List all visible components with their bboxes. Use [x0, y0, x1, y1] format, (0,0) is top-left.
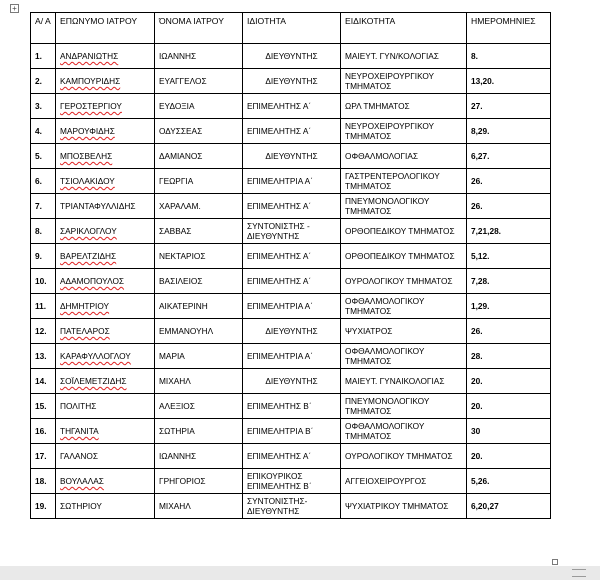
cell-firstname	[155, 194, 243, 219]
cell-num-text: 7.	[35, 201, 42, 211]
cell-num-text: 5.	[35, 151, 42, 161]
cell-dates-text: 13,20.	[471, 76, 495, 86]
cell-specialty-text: ΟΥΡΟΛΟΓΙΚΟΥ ΤΜΗΜΑΤΟΣ	[345, 451, 453, 461]
table-move-handle[interactable]: +	[10, 4, 19, 13]
header-specialty: ΕΙΔΙΚΟΤΗΤΑ	[341, 13, 467, 44]
cell-role	[243, 244, 341, 269]
cell-specialty	[341, 294, 467, 319]
table-row	[31, 419, 551, 444]
cell-specialty	[341, 394, 467, 419]
cell-role	[243, 394, 341, 419]
cell-role	[243, 69, 341, 94]
cell-dates	[467, 144, 551, 169]
cell-surname-text: ΠΟΛΙΤΗΣ	[60, 401, 97, 411]
cell-surname-text: ΒΑΡΕΛΤΖΙΔΗΣ	[60, 251, 117, 261]
cell-specialty-text: ΟΦΘΑΛΜΟΛΟΓΙΑΣ	[345, 151, 419, 161]
cell-role	[243, 169, 341, 194]
cell-num-text: 19.	[35, 501, 47, 511]
cell-num	[31, 219, 56, 244]
cell-specialty-text: ΠΝΕΥΜΟΝΟΛΟΓΙΚΟΥ ΤΜΗΜΑΤΟΣ	[345, 196, 430, 216]
cell-dates	[467, 369, 551, 394]
cell-surname	[56, 394, 155, 419]
cell-specialty	[341, 269, 467, 294]
cell-role-text: ΕΠΙΜΕΛΗΤΗΣ Α΄	[247, 451, 312, 461]
cell-surname-text: ΜΠΟΣΒΕΛΗΣ	[60, 151, 113, 161]
cell-role-text: ΔΙΕΥΘΥΝΤΗΣ	[265, 76, 318, 86]
cell-num-text: 12.	[35, 326, 47, 336]
cell-firstname-text: ΕΜΜΑΝΟΥΗΛ	[159, 326, 214, 336]
cell-firstname-text: ΔΑΜΙΑΝΟΣ	[159, 151, 203, 161]
cell-surname-text: ΑΝΔΡΑΝΙΩΤΗΣ	[60, 51, 119, 61]
cell-num-text: 8.	[35, 226, 42, 236]
cell-specialty-text: ΟΡΘΟΠΕΔΙΚΟΥ ΤΜΗΜΑΤΟΣ	[345, 251, 455, 261]
cell-surname	[56, 219, 155, 244]
cell-surname	[56, 244, 155, 269]
cell-num-text: 6.	[35, 176, 42, 186]
cell-dates	[467, 269, 551, 294]
cell-dates-text: 5,12.	[471, 251, 490, 261]
cell-role-text: ΕΠΙΜΕΛΗΤΗΣ Α΄	[247, 126, 312, 136]
table-row	[31, 144, 551, 169]
cell-num-text: 9.	[35, 251, 42, 261]
cell-firstname	[155, 294, 243, 319]
cell-surname-text: ΤΗΓΑΝΙΤΑ	[60, 426, 99, 436]
cell-role-text: ΕΠΙΜΕΛΗΤΡΙΑ Β΄	[247, 426, 314, 436]
cell-dates-text: 26.	[471, 201, 483, 211]
cell-surname	[56, 444, 155, 469]
cell-specialty	[341, 344, 467, 369]
cell-firstname	[155, 494, 243, 519]
cell-firstname	[155, 369, 243, 394]
cell-surname	[56, 194, 155, 219]
cell-firstname	[155, 244, 243, 269]
cell-role-text: ΕΠΙΜΕΛΗΤΡΙΑ Α΄	[247, 351, 313, 361]
cell-specialty-text: ΨΥΧΙΑΤΡΙΚΟΥ ΤΜΗΜΑΤΟΣ	[345, 501, 449, 511]
cell-num	[31, 269, 56, 294]
cell-dates-text: 20.	[471, 401, 483, 411]
cell-dates-text: 20.	[471, 376, 483, 386]
cell-specialty-text: ΓΑΣΤΡΕΝΤΕΡΟΛΟΓΙΚΟΥ ΤΜΗΜΑΤΟΣ	[345, 171, 440, 191]
cell-role	[243, 444, 341, 469]
cell-dates	[467, 169, 551, 194]
cell-surname-text: ΚΑΜΠΟΥΡΙΔΗΣ	[60, 76, 121, 86]
cell-role-text: ΔΙΕΥΘΥΝΤΗΣ	[265, 151, 318, 161]
cell-role	[243, 219, 341, 244]
cell-dates-text: 5,26.	[471, 476, 490, 486]
cell-num	[31, 369, 56, 394]
table-row	[31, 444, 551, 469]
cell-num	[31, 44, 56, 69]
cell-role-text: ΕΠΙΚΟΥΡΙΚΟΣ ΕΠΙΜΕΛΗΤΗΣ Β΄	[247, 471, 312, 491]
cell-firstname	[155, 469, 243, 494]
cell-surname	[56, 144, 155, 169]
cell-role-text: ΔΙΕΥΘΥΝΤΗΣ	[265, 376, 318, 386]
cell-num	[31, 294, 56, 319]
cell-role	[243, 119, 341, 144]
cell-firstname	[155, 344, 243, 369]
cell-specialty	[341, 69, 467, 94]
cell-dates	[467, 119, 551, 144]
cell-specialty	[341, 94, 467, 119]
cell-dates	[467, 444, 551, 469]
cell-firstname-text: ΝΕΚΤΑΡΙΟΣ	[159, 251, 206, 261]
cell-specialty	[341, 369, 467, 394]
table-row	[31, 394, 551, 419]
cell-specialty-text: ΟΦΘΑΛΜΟΛΟΓΙΚΟΥ ΤΜΗΜΑΤΟΣ	[345, 421, 425, 441]
header-role: ΙΔΙΟΤΗΤΑ	[243, 13, 341, 44]
cell-surname-text: ΓΕΡΟΣΤΕΡΓΙΟΥ	[60, 101, 122, 111]
cell-num	[31, 119, 56, 144]
cell-dates	[467, 69, 551, 94]
cell-firstname-text: ΣΩΤΗΡΙΑ	[159, 426, 195, 436]
cell-dates-text: 7,28.	[471, 276, 490, 286]
cell-num-text: 1.	[35, 51, 42, 61]
cell-surname-text: ΜΑΡΟΥΦΙΔΗΣ	[60, 126, 115, 136]
table-row	[31, 94, 551, 119]
table-row	[31, 194, 551, 219]
cell-num-text: 16.	[35, 426, 47, 436]
cell-specialty-text: ΟΥΡΟΛΟΓΙΚΟΥ ΤΜΗΜΑΤΟΣ	[345, 276, 453, 286]
cell-dates	[467, 94, 551, 119]
cell-role	[243, 269, 341, 294]
cell-dates	[467, 244, 551, 269]
footer-grip-icon	[572, 569, 586, 577]
cell-dates	[467, 319, 551, 344]
cell-surname-text: ΚΑΡΑΦΥΛΛΟΓΛΟΥ	[60, 351, 131, 361]
cell-specialty-text: ΟΡΘΟΠΕΔΙΚΟΥ ΤΜΗΜΑΤΟΣ	[345, 226, 455, 236]
cell-specialty	[341, 319, 467, 344]
cell-surname	[56, 344, 155, 369]
cell-role-text: ΕΠΙΜΕΛΗΤΗΣ Α΄	[247, 276, 312, 286]
cell-firstname	[155, 119, 243, 144]
cell-specialty	[341, 44, 467, 69]
cell-firstname	[155, 394, 243, 419]
doctors-schedule-table	[30, 12, 551, 519]
cell-dates-text: 7,21,28.	[471, 226, 501, 236]
cell-specialty	[341, 494, 467, 519]
cell-num-text: 18.	[35, 476, 47, 486]
table-row	[31, 469, 551, 494]
cell-role-text: ΕΠΙΜΕΛΗΤΗΣ Β΄	[247, 401, 312, 411]
cell-role	[243, 294, 341, 319]
cell-firstname-text: ΜΙΧΑΗΛ	[159, 376, 191, 386]
cell-role-text: ΕΠΙΜΕΛΗΤΗΣ Α΄	[247, 201, 312, 211]
cell-role-text: ΔΙΕΥΘΥΝΤΗΣ	[265, 51, 318, 61]
cell-specialty-text: ΑΓΓΕΙΟΧΕΙΡΟΥΡΓΟΣ	[345, 476, 427, 486]
cell-surname	[56, 119, 155, 144]
cell-firstname-text: ΑΙΚΑΤΕΡΙΝΗ	[159, 301, 208, 311]
cell-role	[243, 194, 341, 219]
cell-firstname-text: ΓΕΩΡΓΙΑ	[159, 176, 194, 186]
cell-surname	[56, 94, 155, 119]
cell-num-text: 14.	[35, 376, 47, 386]
cell-num-text: 4.	[35, 126, 42, 136]
cell-role-text: ΔΙΕΥΘΥΝΤΗΣ	[265, 326, 318, 336]
cell-firstname	[155, 269, 243, 294]
table-row	[31, 294, 551, 319]
table-row	[31, 269, 551, 294]
table-row	[31, 44, 551, 69]
cell-firstname-text: ΙΩΑΝΝΗΣ	[159, 451, 197, 461]
cell-surname-text: ΣΟΪΛΕΜΕΤΖΙΔΗΣ	[60, 376, 127, 386]
table-row	[31, 494, 551, 519]
cell-surname	[56, 419, 155, 444]
cell-specialty	[341, 169, 467, 194]
cell-surname-text: ΔΗΜΗΤΡΙΟΥ	[60, 301, 110, 311]
cell-firstname	[155, 319, 243, 344]
cell-surname	[56, 44, 155, 69]
cell-num	[31, 394, 56, 419]
cell-firstname	[155, 94, 243, 119]
cell-firstname-text: ΑΛΕΞΙΟΣ	[159, 401, 195, 411]
cell-role	[243, 319, 341, 344]
header-num: Α/ Α	[31, 13, 56, 44]
cell-num	[31, 469, 56, 494]
cell-role-text: ΕΠΙΜΕΛΗΤΡΙΑ Α΄	[247, 301, 313, 311]
cell-role-text: ΣΥΝΤΟΝΙΣΤΗΣ - ΔΙΕΥΘΥΝΤΗΣ	[247, 221, 310, 241]
cell-num	[31, 419, 56, 444]
cell-surname-text: ΓΑΛΑΝΟΣ	[60, 451, 98, 461]
cell-specialty	[341, 219, 467, 244]
cell-dates-text: 8.	[471, 51, 478, 61]
cell-specialty-text: ΜΑΙΕΥΤ. ΓΥΝ/ΚΟΛΟΓΙΑΣ	[345, 51, 439, 61]
cell-firstname-text: ΓΡΗΓΟΡΙΟΣ	[159, 476, 206, 486]
cell-role	[243, 94, 341, 119]
cell-firstname	[155, 219, 243, 244]
header-firstname: ΌΝΟΜΑ ΙΑΤΡΟΥ	[155, 13, 243, 44]
cell-firstname	[155, 444, 243, 469]
cell-specialty	[341, 419, 467, 444]
table-header-row	[31, 13, 551, 44]
cell-firstname-text: ΕΥΔΟΞΙΑ	[159, 101, 195, 111]
cell-surname	[56, 494, 155, 519]
cell-firstname-text: ΙΩΑΝΝΗΣ	[159, 51, 197, 61]
table-row	[31, 69, 551, 94]
cell-firstname	[155, 419, 243, 444]
cell-role-text: ΣΥΝΤΟΝΙΣΤΗΣ- ΔΙΕΥΘΥΝΤΗΣ	[247, 496, 308, 516]
table-row	[31, 119, 551, 144]
cell-surname	[56, 169, 155, 194]
cell-dates-text: 28.	[471, 351, 483, 361]
table-row	[31, 169, 551, 194]
cell-firstname-text: ΜΑΡΙΑ	[159, 351, 185, 361]
cell-specialty-text: ΠΝΕΥΜΟΝΟΛΟΓΙΚΟΥ ΤΜΗΜΑΤΟΣ	[345, 396, 430, 416]
cell-dates	[467, 294, 551, 319]
table-row	[31, 219, 551, 244]
cell-role	[243, 419, 341, 444]
cell-role	[243, 144, 341, 169]
cell-specialty-text: ΟΦΘΑΛΜΟΛΟΓΙΚΟΥ ΤΜΗΜΑΤΟΣ	[345, 296, 425, 316]
cell-role-text: ΕΠΙΜΕΛΗΤΗΣ Α΄	[247, 251, 312, 261]
cell-num	[31, 194, 56, 219]
cell-firstname-text: ΒΑΣΙΛΕΙΟΣ	[159, 276, 203, 286]
cell-firstname-text: ΣΑΒΒΑΣ	[159, 226, 192, 236]
cell-surname-text: ΤΣΙΟΛΑΚΙΔΟΥ	[60, 176, 115, 186]
cell-dates-text: 30	[471, 426, 481, 436]
table-row	[31, 369, 551, 394]
cell-role-text: ΕΠΙΜΕΛΗΤΗΣ Α΄	[247, 101, 312, 111]
cell-num	[31, 69, 56, 94]
cell-firstname-text: ΟΔΥΣΣΕΑΣ	[159, 126, 203, 136]
cell-num	[31, 344, 56, 369]
cell-role	[243, 369, 341, 394]
cell-role	[243, 494, 341, 519]
header-surname: ΕΠΩΝΥΜΟ ΙΑΤΡΟΥ	[56, 13, 155, 44]
cell-surname	[56, 319, 155, 344]
table-row	[31, 244, 551, 269]
table-row	[31, 319, 551, 344]
cell-firstname	[155, 69, 243, 94]
cell-surname-text: ΣΩΤΗΡΙΟΥ	[60, 501, 102, 511]
cell-specialty	[341, 119, 467, 144]
cell-num	[31, 244, 56, 269]
cell-specialty	[341, 444, 467, 469]
cell-num	[31, 94, 56, 119]
cell-surname-text: ΤΡΙΑΝΤΑΦΥΛΛΙΔΗΣ	[60, 201, 136, 211]
cell-specialty	[341, 194, 467, 219]
cell-dates-text: 27.	[471, 101, 483, 111]
cell-surname	[56, 269, 155, 294]
table-row	[31, 344, 551, 369]
cell-surname	[56, 369, 155, 394]
cell-num-text: 11.	[35, 301, 47, 311]
cell-specialty	[341, 144, 467, 169]
cell-surname	[56, 469, 155, 494]
cell-dates	[467, 469, 551, 494]
cell-specialty-text: ΟΦΘΑΛΜΟΛΟΓΙΚΟΥ ΤΜΗΜΑΤΟΣ	[345, 346, 425, 366]
cell-dates	[467, 44, 551, 69]
cell-num	[31, 169, 56, 194]
cell-role	[243, 44, 341, 69]
cell-firstname-text: ΕΥΑΓΓΕΛΟΣ	[159, 76, 207, 86]
cell-num-text: 10.	[35, 276, 47, 286]
cell-dates-text: 6,20,27	[471, 501, 499, 511]
cell-surname-text: ΒΟΥΛΑΛΑΣ	[60, 476, 104, 486]
cell-dates	[467, 194, 551, 219]
cell-specialty	[341, 469, 467, 494]
cell-surname-text: ΑΔΑΜΟΠΟΥΛΟΣ	[60, 276, 125, 286]
cell-num	[31, 494, 56, 519]
cell-firstname-text: ΜΙΧΑΗΛ	[159, 501, 191, 511]
cell-dates	[467, 394, 551, 419]
cell-role	[243, 469, 341, 494]
cell-specialty-text: ΝΕΥΡΟΧΕΙΡΟΥΡΓΙΚΟΥ ΤΜΗΜΑΤΟΣ	[345, 71, 434, 91]
cell-dates-text: 6,27.	[471, 151, 490, 161]
cell-specialty	[341, 244, 467, 269]
cell-num-text: 15.	[35, 401, 47, 411]
cell-dates-text: 26.	[471, 176, 483, 186]
cell-firstname	[155, 44, 243, 69]
cell-firstname	[155, 144, 243, 169]
cell-num-text: 3.	[35, 101, 42, 111]
cell-surname-text: ΣΑΡΙΚΛΟΓΛΟΥ	[60, 226, 117, 236]
cell-surname	[56, 69, 155, 94]
cell-dates-text: 1,29.	[471, 301, 490, 311]
cell-firstname-text: ΧΑΡΑΛΑΜ.	[159, 201, 201, 211]
cell-num	[31, 444, 56, 469]
cell-role	[243, 344, 341, 369]
cell-num-text: 13.	[35, 351, 47, 361]
cell-role-text: ΕΠΙΜΕΛΗΤΡΙΑ Α΄	[247, 176, 313, 186]
cell-dates	[467, 344, 551, 369]
header-dates: ΗΜΕΡΟΜΗΝΙΕΣ	[467, 13, 551, 44]
cell-num	[31, 144, 56, 169]
cell-dates-text: 26.	[471, 326, 483, 336]
page-footer-bar	[0, 566, 600, 580]
cell-num-text: 2.	[35, 76, 42, 86]
table-resize-handle[interactable]	[552, 559, 558, 565]
cell-dates	[467, 419, 551, 444]
cell-surname	[56, 294, 155, 319]
cell-specialty-text: ΜΑΙΕΥΤ. ΓΥΝΑΙΚΟΛΟΓΙΑΣ	[345, 376, 445, 386]
cell-surname-text: ΠΑΤΕΛΑΡΟΣ	[60, 326, 110, 336]
cell-dates	[467, 494, 551, 519]
cell-dates-text: 20.	[471, 451, 483, 461]
cell-specialty-text: ΝΕΥΡΟΧΕΙΡΟΥΡΓΙΚΟΥ ΤΜΗΜΑΤΟΣ	[345, 121, 434, 141]
cell-dates	[467, 219, 551, 244]
cell-specialty-text: ΨΥΧΙΑΤΡΟΣ	[345, 326, 393, 336]
cell-num	[31, 319, 56, 344]
cell-firstname	[155, 169, 243, 194]
cell-specialty-text: ΩΡΛ ΤΜΗΜΑΤΟΣ	[345, 101, 410, 111]
cell-dates-text: 8,29.	[471, 126, 490, 136]
cell-num-text: 17.	[35, 451, 47, 461]
